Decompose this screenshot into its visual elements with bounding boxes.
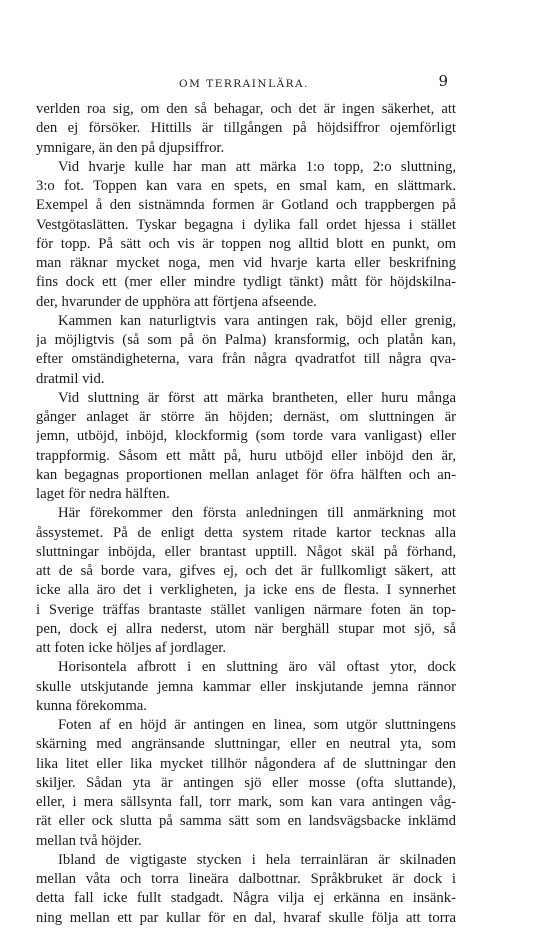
- text-line: Kammen kan naturligtvis vara antingen rak, böjd eller grenig,: [58, 312, 456, 329]
- text-line: den ej försöker. Hittills är tillgången på höjdsiffror ojemförligt: [36, 120, 456, 137]
- text-line: trappformig. Såsom ett mått på, huru utböjd eller inböjd den är,: [36, 447, 456, 464]
- text-line: skulle utskjutande jemna kammar eller inskjutande jemna rännor: [36, 678, 456, 695]
- text-line: Vid sluttning är först att märka brantheten, eller huru många: [58, 389, 456, 406]
- text-line: ja möjligtvis (så som på ön Palma) kransformig, och platån kan,: [36, 332, 456, 348]
- text-line: skärning med angränsande sluttningar, eller en neutral yta, som: [36, 736, 456, 753]
- text-line: skiljer. Sådan yta är antingen sjö eller mosse (ofta sluttande),: [36, 774, 456, 791]
- text-line: eller, i mera sällsynta fall, torr mark, som kan vara antingen våg-: [36, 794, 456, 810]
- text-line: för topp. På sätt och vis är toppen nog alltid blott en punkt, om: [36, 235, 456, 252]
- text-line: att de så borde vara, gifves ej, och det är fullkomligt säkert, att: [36, 563, 456, 579]
- text-line: Foten af en höjd är antingen en linea, som utgör sluttningens: [58, 717, 456, 733]
- text-line: jemn, utböjd, inböjd, klockformig (som torde vara vanligast) eller: [36, 428, 456, 445]
- text-line: lika litet eller lika mycket tillhör någondera af de sluttningar den: [36, 755, 456, 772]
- text-line: pen, dock ej allra nederst, utom när berghäll stupar mot sjö, så: [36, 620, 456, 637]
- text-line: ymnigare, än den på djupsiffror.: [36, 139, 225, 156]
- text-line: efter omständigheterna, vara från några qvadratfot till några qva-: [36, 351, 456, 368]
- text-line: verlden roa sig, om den så behagar, och det är ingen säkerhet, att: [36, 101, 456, 117]
- text-line: man räknar mycket noga, men vid hvarje karta eller beskrifning: [36, 255, 456, 271]
- text-line: fins dock ett (mer eller mindre tydligt tänkt) mått för höjdskilna-: [36, 274, 456, 291]
- text-line: Exempel å den sistnämnda formen är Gotland och trappbergen på: [36, 197, 456, 214]
- text-line: att foten icke höljes af jordlager.: [36, 640, 227, 656]
- text-line: Vestgötaslätten. Tyskar begagna i dylika fall ordet hjessa i stället: [36, 216, 456, 233]
- running-title: OM TERRAINLÄRA.: [179, 78, 309, 90]
- text-line: Vid hvarje kulle har man att märka 1:o topp, 2:o sluttning,: [58, 158, 456, 175]
- text-line: rät eller ock slutta på samma sätt som en landsvägsbacke inklämd: [36, 813, 456, 830]
- text-line: ning mellan ett par kullar för en dal, hvaraf skulle följa att torra: [36, 909, 456, 926]
- page-number: 9: [438, 72, 448, 90]
- text-line: der, hvarunder de upphöra att förtjena afseende.: [36, 293, 317, 310]
- text-line: mellan våta och torra lineära dalbottnar. Språkbruket är dock i: [36, 871, 456, 887]
- body-text: [36, 100, 456, 928]
- text-line: i Sverige träffas brantaste stället vanligen närmare foten än top-: [36, 601, 456, 618]
- text-line: gånger anlaget är större än höjden; dernäst, om sluttningen är: [36, 409, 456, 425]
- text-line: dratmil vid.: [36, 370, 105, 387]
- text-line: 3:o fot. Toppen kan vara en spets, en smal kam, en slättmark.: [36, 178, 456, 194]
- text-line: laget för nedra hälften.: [36, 486, 170, 502]
- text-line: Här förekommer den första anledningen till anmärkning mot: [58, 505, 456, 522]
- text-line: åssystemet. På de enligt detta system ritade kartor tecknas alla: [36, 524, 456, 541]
- text-line: icke alla äro det i verkligheten, ja icke ens de flesta. I synnerhet: [36, 582, 456, 599]
- text-line: kan begagnas proportionen mellan anlaget för öfra hälften och an-: [36, 466, 456, 483]
- text-line: mellan två höjder.: [36, 832, 142, 849]
- text-line: Horisontela afbrott i en sluttning äro väl oftast ytor, dock: [58, 659, 456, 676]
- text-line: detta fall icke fullt stadgadt. Några vilja ej erkänna en insänk-: [36, 890, 456, 907]
- text-line: Ibland de vigtigaste stycken i hela terrainläran är skilnaden: [58, 851, 456, 868]
- text-line: sluttningar inböjda, eller brantast upptill. Något skäl på förhand,: [36, 543, 456, 560]
- text-line: kunna förekomma.: [36, 697, 147, 714]
